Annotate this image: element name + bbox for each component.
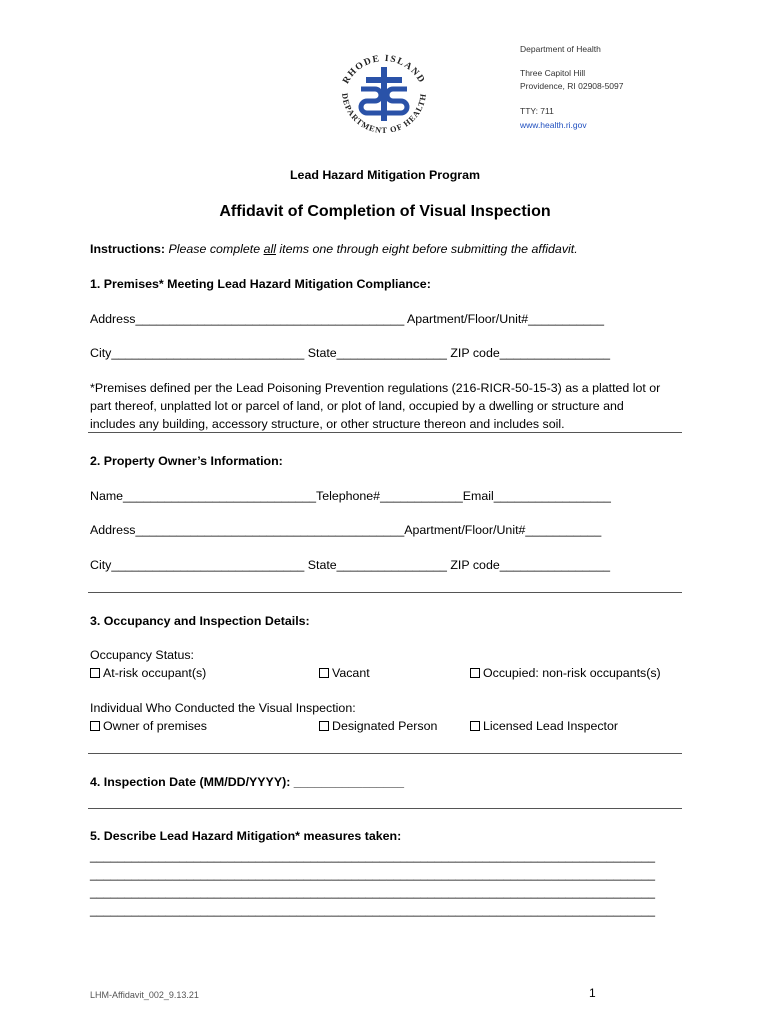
page-number: 1 bbox=[589, 986, 596, 1000]
premises-footnote-line-1: *Premises defined per the Lead Poisoning Prevention regulations (216-RICR-50-15-3) as a platted lot or bbox=[90, 381, 661, 395]
ri-department-of-health-logo bbox=[331, 43, 437, 149]
checkbox-vacant[interactable] bbox=[319, 666, 370, 680]
checkbox-label: Owner of premises bbox=[103, 719, 207, 733]
section-divider bbox=[88, 808, 682, 809]
section-5-heading: 5. Describe Lead Hazard Mitigation* measures taken: bbox=[90, 829, 402, 843]
checkbox-icon[interactable] bbox=[470, 721, 480, 731]
owner-city-state-zip-field[interactable]: City____________________________ State________________ ZIP code________________ bbox=[90, 558, 610, 572]
mitigation-measures-line[interactable]: __________________________________________________________________________________ bbox=[90, 849, 656, 863]
checkbox-icon[interactable] bbox=[470, 668, 480, 678]
checkbox-label: At-risk occupant(s) bbox=[103, 666, 207, 680]
svg-text:RHODE ISLAND: RHODE ISLAND bbox=[341, 53, 427, 86]
checkbox-label: Designated Person bbox=[332, 719, 438, 733]
svg-text:DEPARTMENT OF HEALTH: DEPARTMENT OF HEALTH bbox=[339, 92, 429, 136]
inspection-date-field[interactable]: 4. Inspection Date (MM/DD/YYYY): ________________ bbox=[90, 775, 405, 789]
address-line-2: Providence, RI 02908-5097 bbox=[520, 81, 624, 91]
premises-city-state-zip-field[interactable]: City____________________________ State________________ ZIP code________________ bbox=[90, 346, 610, 360]
section-3-heading: 3. Occupancy and Inspection Details: bbox=[90, 614, 310, 628]
premises-footnote-line-2: part thereof, unplatted lot or parcel of land, or plot of land, occupied by a dwelling or structure and bbox=[90, 399, 624, 413]
checkbox-icon[interactable] bbox=[90, 668, 100, 678]
checkbox-designated-person[interactable] bbox=[319, 719, 437, 733]
owner-name-phone-email-field[interactable]: Name____________________________Telephone#____________Email_________________ bbox=[90, 489, 611, 503]
checkbox-at-risk-occupants[interactable] bbox=[90, 666, 206, 680]
website-link[interactable]: www.health.ri.gov bbox=[520, 120, 587, 130]
occupancy-status-label: Occupancy Status: bbox=[90, 648, 194, 662]
tty-number: TTY: 711 bbox=[520, 106, 554, 116]
address-line-1: Three Capitol Hill bbox=[520, 68, 586, 78]
instructions-emphasis: all bbox=[263, 242, 276, 256]
premises-address-field[interactable]: Address_______________________________________ Apartment/Floor/Unit#___________ bbox=[90, 312, 604, 326]
checkbox-occupied-non-risk[interactable] bbox=[470, 666, 661, 680]
mitigation-measures-line[interactable]: __________________________________________________________________________________ bbox=[90, 867, 656, 881]
checkbox-licensed-lead-inspector[interactable] bbox=[470, 719, 618, 733]
instructions-label: Instructions: bbox=[90, 242, 166, 256]
checkbox-owner-of-premises[interactable] bbox=[90, 719, 207, 733]
section-divider bbox=[88, 432, 682, 433]
instructions bbox=[90, 242, 578, 256]
instructions-text-pre: Please complete bbox=[168, 242, 264, 256]
mitigation-measures-line[interactable]: __________________________________________________________________________________ bbox=[90, 885, 656, 899]
anchor-cross-emblem bbox=[361, 67, 407, 121]
mitigation-measures-line[interactable]: __________________________________________________________________________________ bbox=[90, 903, 656, 917]
premises-footnote-line-3: includes any building, accessory structure, or other structure thereon and includes soil. bbox=[90, 417, 565, 431]
program-name: Lead Hazard Mitigation Program bbox=[289, 168, 481, 182]
section-divider bbox=[88, 592, 682, 593]
inspector-label: Individual Who Conducted the Visual Inspection: bbox=[90, 701, 356, 715]
checkbox-label: Occupied: non-risk occupants(s) bbox=[483, 666, 661, 680]
owner-address-field[interactable]: Address_______________________________________Apartment/Floor/Unit#___________ bbox=[90, 523, 602, 537]
checkbox-icon[interactable] bbox=[319, 668, 329, 678]
instructions-text-post: items one through eight before submitting the affidavit. bbox=[275, 242, 578, 256]
checkbox-icon[interactable] bbox=[90, 721, 100, 731]
page-title: Affidavit of Completion of Visual Inspection bbox=[219, 203, 551, 220]
department-name: Department of Health bbox=[520, 44, 601, 54]
section-divider bbox=[88, 753, 682, 754]
checkbox-icon[interactable] bbox=[319, 721, 329, 731]
section-2-heading: 2. Property Owner’s Information: bbox=[90, 454, 283, 468]
section-1-heading: 1. Premises* Meeting Lead Hazard Mitigation Compliance: bbox=[90, 277, 431, 291]
checkbox-label: Licensed Lead Inspector bbox=[483, 719, 619, 733]
checkbox-label: Vacant bbox=[332, 666, 370, 680]
form-id: LHM-Affidavit_002_9.13.21 bbox=[90, 990, 199, 1000]
